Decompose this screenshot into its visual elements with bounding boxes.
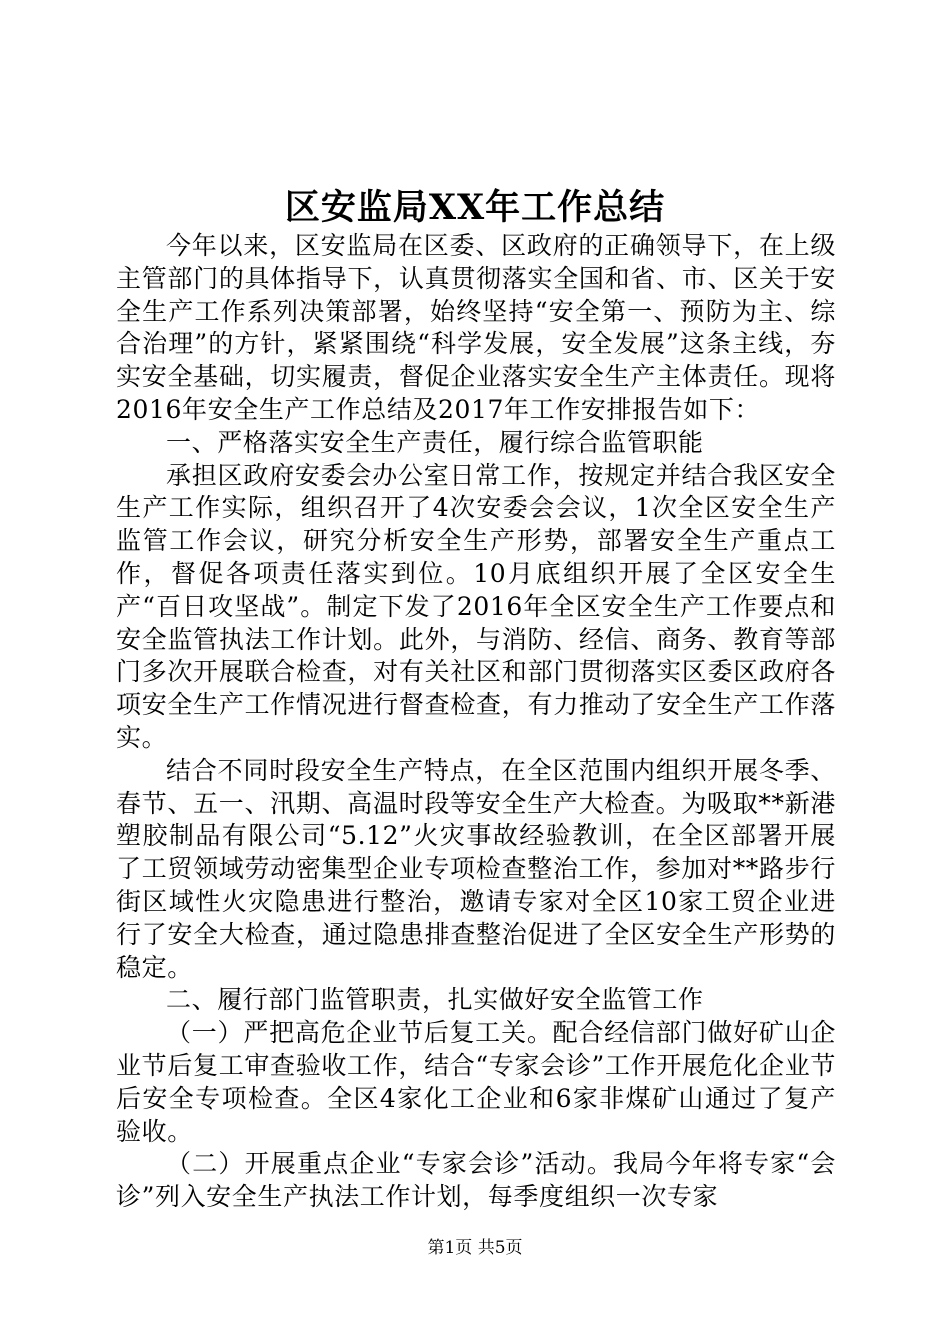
- paragraph-section-2-item-1: （一）严把高危企业节后复工关。配合经信部门做好矿山企业节后复工审查验收工作，结合“专家会诊”工作开展危化企业节后安全专项检查。全区4家化工企业和6家非煤矿山通过了复产验收。: [116, 1018, 836, 1146]
- section-heading-2: 二、履行部门监管职责，扎实做好安全监管工作: [166, 985, 704, 1015]
- page-number: 第1页 共5页: [427, 1238, 523, 1258]
- paragraph-intro: 今年以来，区安监局在区委、区政府的正确领导下，在上级主管部门的具体指导下，认真贯彻落实全国和省、市、区关于安全生产工作系列决策部署，始终坚持“安全第一、预防为主、综合治理”的方针，紧紧围绕“科学发展，安全发展”这条主线，夯实安全基础，切实履责，督促企业落实安全生产主体责任。现将2016年安全生产工作总结及2017年工作安排报告如下：: [116, 231, 836, 424]
- document-body: [116, 230, 836, 1214]
- paragraph-section-2-item-2: （二）开展重点企业“专家会诊”活动。我局今年将专家“会诊”列入安全生产执法工作计划，每季度组织一次专家: [116, 1149, 836, 1212]
- document-title: 区安监局XX年工作总结: [284, 187, 666, 228]
- section-heading-1: 一、严格落实安全生产责任，履行综合监管职能: [166, 427, 704, 457]
- paragraph-section-1-b: 结合不同时段安全生产特点，在全区范围内组织开展冬季、春节、五一、汛期、高温时段等安全生产大检查。为吸取**新港塑胶制品有限公司“5.12”火灾事故经验教训，在全区部署开展了工贸领域劳动密集型企业专项检查整治工作，参加对**路步行街区域性火灾隐患进行整治，邀请专家对全区10家工贸企业进行了安全大检查，通过隐患排查整治促进了全区安全生产形势的稳定。: [116, 755, 836, 982]
- paragraph-section-1-a: 承担区政府安委会办公室日常工作，按规定并结合我区安全生产工作实际，组织召开了4次安委会会议，1次全区安全生产监管工作会议，研究分析安全生产形势，部署安全生产重点工作，督促各项责任落实到位。10月底组织开展了全区安全生产“百日攻坚战”。制定下发了2016年全区安全生产工作要点和安全监管执法工作计划。此外，与消防、经信、商务、教育等部门多次开展联合检查，对有关社区和部门贯彻落实区委区政府各项安全生产工作情况进行督查检查，有力推动了安全生产工作落实。: [116, 460, 836, 752]
